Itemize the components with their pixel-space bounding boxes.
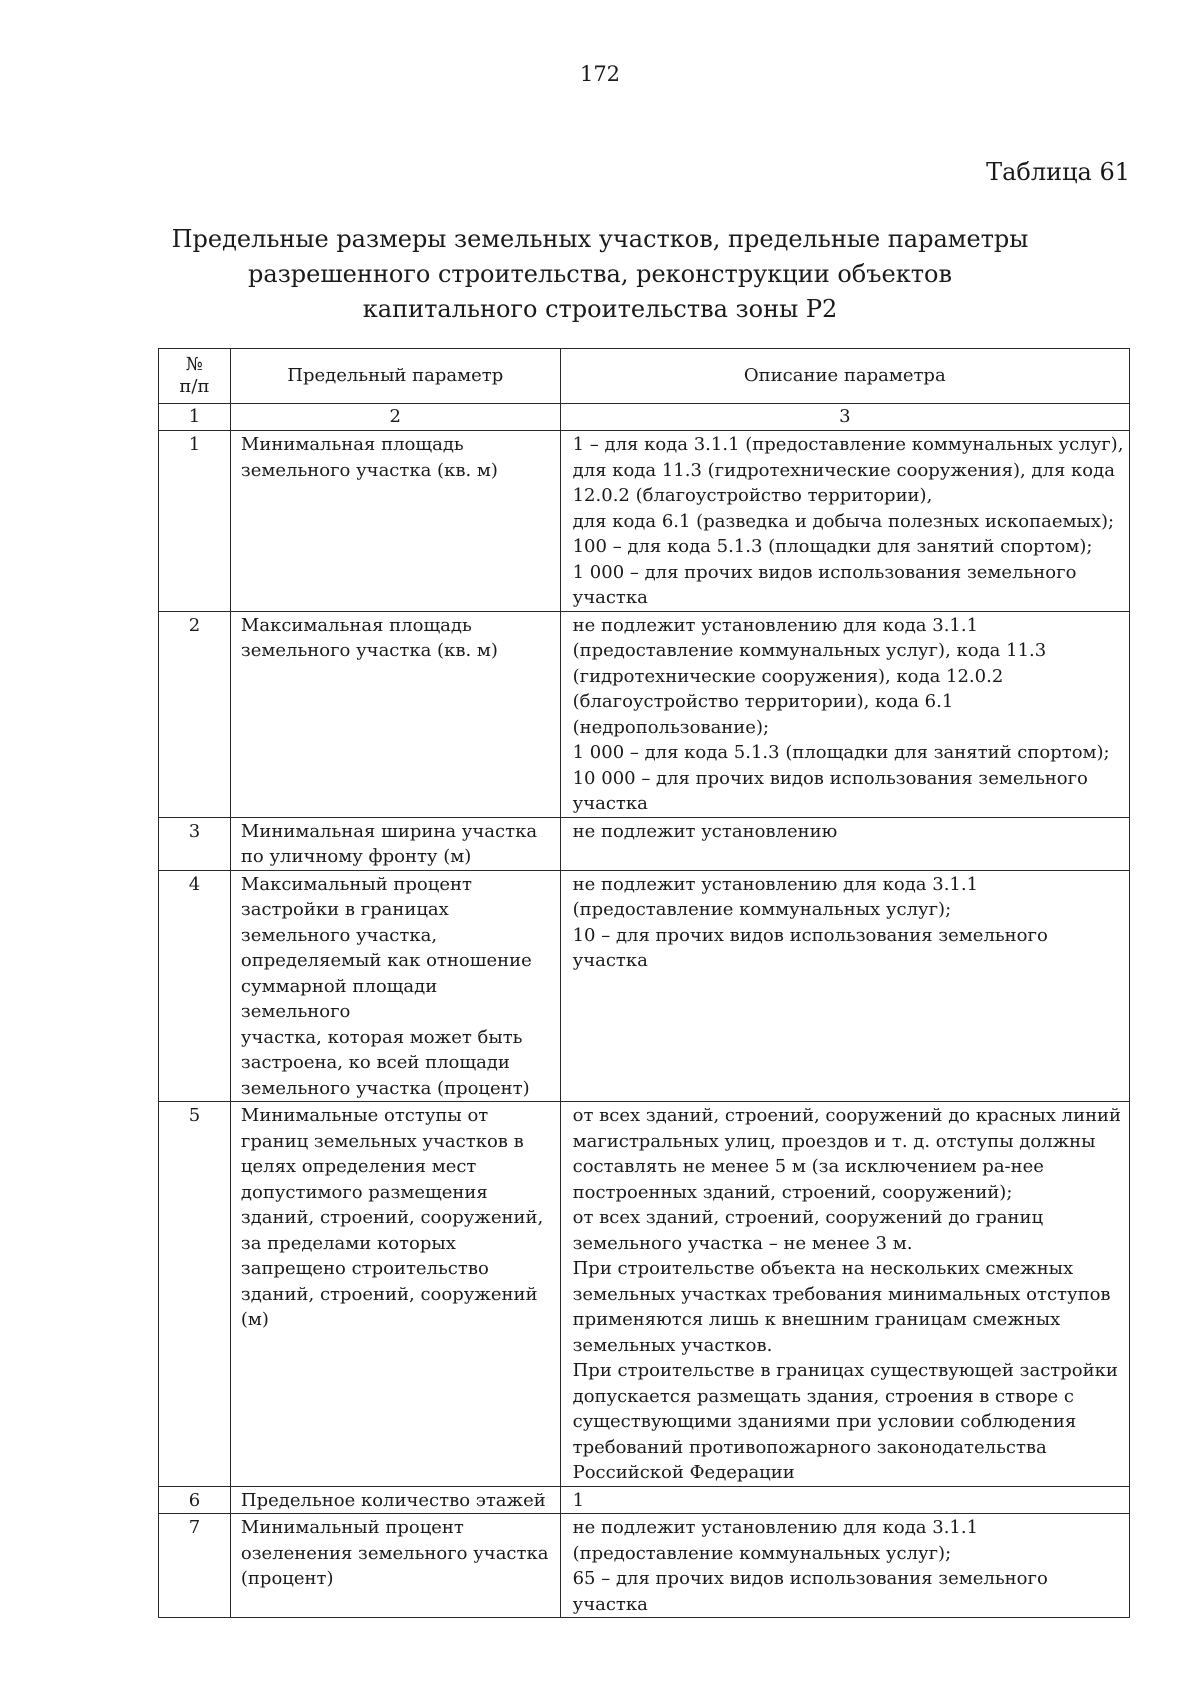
table-label: Таблица 61	[986, 158, 1130, 186]
parameter-description: 1	[560, 1486, 1129, 1514]
table-row	[159, 431, 1130, 612]
title-line: разрешенного строительства, реконструкции объектов	[248, 260, 952, 288]
row-number: 7	[159, 1514, 231, 1618]
table-row	[159, 870, 1130, 1102]
row-number: 6	[159, 1486, 231, 1514]
column-number: 1	[159, 404, 231, 431]
row-number: 2	[159, 611, 231, 817]
parameter-name: Минимальная ширина участка по уличному фронту (м)	[230, 817, 560, 870]
column-number: 2	[230, 404, 560, 431]
parameter-description: 1 – для кода 3.1.1 (предоставление коммунальных услуг), для кода 11.3 (гидротехнические сооружения), для кода 12.0.2 (благоустройство территории), для кода 6.1 (разведка и добыча полезных ископаемых); 100 – для кода 5.1.3 (площадки для занятий спортом); 1 000 – для прочих видов использования земельного участка	[560, 431, 1129, 612]
parameter-description: от всех зданий, строений, сооружений до красных линий магистральных улиц, проездов и т. д. отступы должны составлять не менее 5 м (за исключением ра-нее построенных зданий, строений, сооружений); от всех зданий, строений, сооружений до границ земельного участка – не менее 3 м. При строительстве объекта на нескольких смежных земельных участках требования минимальных отступов применяются лишь к внешним границам смежных земельных участков. При строительстве в границах существующей застройки допускается размещать здания, строения в створе с существующими зданиями при условии соблюдения требований противопожарного законодательства Российской Федерации	[560, 1102, 1129, 1487]
parameter-description: не подлежит установлению для кода 3.1.1 (предоставление коммунальных услуг), кода 11.3 (гидротехнические сооружения), кода 12.0.2 (благоустройство территории), кода 6.1 (недропользование); 1 000 – для кода 5.1.3 (площадки для занятий спортом); 10 000 – для прочих видов использования земельного участка	[560, 611, 1129, 817]
row-number: 4	[159, 870, 231, 1102]
table-row	[159, 1486, 1130, 1514]
parameter-name: Минимальная площадь земельного участка (кв. м)	[230, 431, 560, 612]
parameters-table	[158, 348, 1130, 1618]
title-line: капитального строительства зоны Р2	[362, 295, 838, 323]
parameter-name: Максимальный процент застройки в границах земельного участка, определяемый как отношение суммарной площади земельного участка, которая может быть застроена, ко всей площади земельного участка (процент)	[230, 870, 560, 1102]
column-number: 3	[560, 404, 1129, 431]
row-number: 3	[159, 817, 231, 870]
title-line: Предельные размеры земельных участков, предельные параметры	[171, 225, 1029, 253]
table-row	[159, 817, 1130, 870]
table-row	[159, 1102, 1130, 1487]
parameter-name: Предельное количество этажей	[230, 1486, 560, 1514]
table-row	[159, 611, 1130, 817]
header-description: Описание параметра	[560, 349, 1129, 404]
parameter-description: не подлежит установлению для кода 3.1.1 (предоставление коммунальных услуг); 10 – для прочих видов использования земельного участка	[560, 870, 1129, 1102]
table-row	[159, 1514, 1130, 1618]
parameter-name: Минимальный процент озеленения земельного участка (процент)	[230, 1514, 560, 1618]
parameter-description: не подлежит установлению	[560, 817, 1129, 870]
page-number: 172	[579, 62, 621, 86]
parameter-name: Минимальные отступы от границ земельных участков в целях определения мест допустимого размещения зданий, строений, сооружений, за пределами которых запрещено строительство зданий, строений, сооружений (м)	[230, 1102, 560, 1487]
header-parameter: Предельный параметр	[230, 349, 560, 404]
row-number: 1	[159, 431, 231, 612]
parameter-description: не подлежит установлению для кода 3.1.1 (предоставление коммунальных услуг); 65 – для прочих видов использования земельного участка	[560, 1514, 1129, 1618]
row-number: 5	[159, 1102, 231, 1487]
header-number: № п/п	[159, 349, 231, 404]
table-header-row	[159, 349, 1130, 404]
document-title	[160, 222, 1040, 327]
column-number-row	[159, 404, 1130, 431]
parameter-name: Максимальная площадь земельного участка (кв. м)	[230, 611, 560, 817]
